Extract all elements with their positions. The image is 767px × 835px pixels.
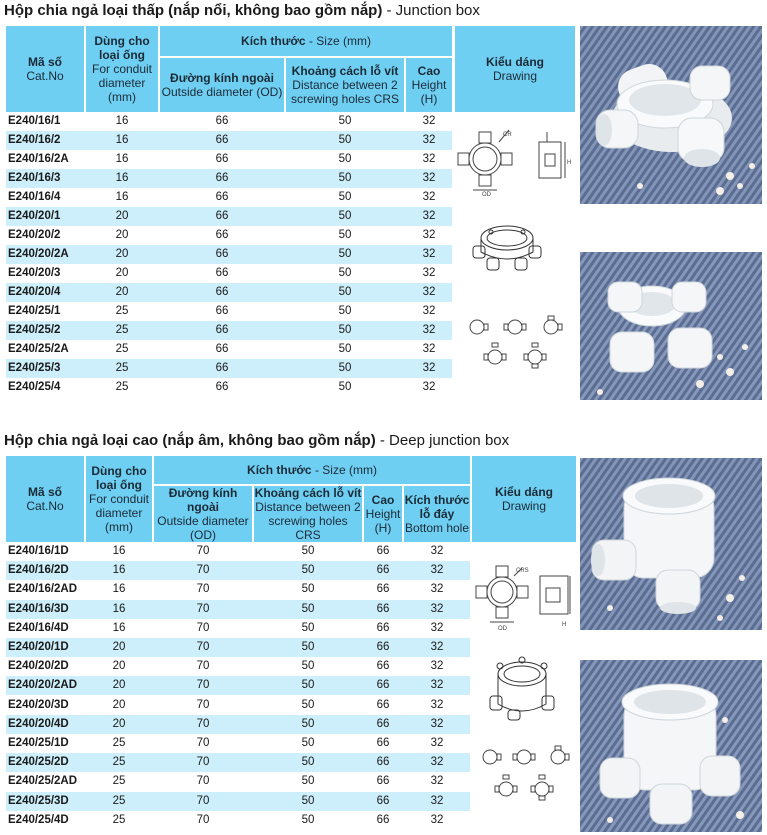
cell-cat-no: E240/16/2A <box>8 153 69 165</box>
cell-cat-no: E240/25/1 <box>8 305 61 317</box>
cell-od: 70 <box>196 641 210 653</box>
cell-conduit: 16 <box>112 621 126 634</box>
cell-height: 32 <box>422 362 436 374</box>
cell-height: 66 <box>376 621 390 634</box>
cell-crs: 50 <box>301 660 315 673</box>
table-row <box>6 340 452 359</box>
s1-header-crs: Khoảng cách lỗ vít Distance between 2 screwing holes CRS <box>286 58 404 112</box>
s1-iso-drawing <box>473 226 541 270</box>
cell-conduit: 25 <box>112 794 126 807</box>
cell-crs: 50 <box>338 343 352 355</box>
cell-od: 70 <box>196 545 210 557</box>
cell-cat-no: E240/16/2D <box>8 564 69 577</box>
cell-height: 66 <box>376 583 390 596</box>
cell-od: 66 <box>215 172 229 184</box>
cell-od: 70 <box>196 813 210 826</box>
cell-crs: 50 <box>301 737 315 749</box>
cell-height: 66 <box>376 660 390 673</box>
s2-table-body <box>6 542 470 832</box>
section1-title-en: Junction box <box>395 2 480 19</box>
s1-drawings <box>455 114 575 397</box>
cell-height: 32 <box>422 267 436 279</box>
cell-cat-no: E240/20/3 <box>8 267 61 279</box>
cell-conduit: 16 <box>112 602 126 615</box>
s2-product-photo-top <box>580 458 762 630</box>
cell-crs: 50 <box>301 583 315 596</box>
table-row <box>6 561 470 580</box>
table-row <box>6 150 452 169</box>
cell-conduit: 20 <box>115 286 129 298</box>
cell-cat-no: E240/25/3 <box>8 362 61 374</box>
cell-cat-no: E240/16/1 <box>8 115 61 127</box>
s2-header-height: Cao Height (H) <box>364 486 402 542</box>
cell-height: 66 <box>376 698 390 711</box>
cell-od: 66 <box>215 115 229 127</box>
cell-crs: 50 <box>338 248 352 260</box>
cell-cat-no: E240/20/4 <box>8 286 61 298</box>
cell-conduit: 25 <box>115 362 129 374</box>
cell-height: 66 <box>376 602 390 615</box>
table-row <box>6 619 470 638</box>
s1-label-od: OD <box>482 192 491 198</box>
cell-od: 70 <box>196 717 210 730</box>
cell-od: 70 <box>196 564 210 577</box>
table-row <box>6 715 470 734</box>
table-row <box>6 188 452 207</box>
cell-bottom-hole: 32 <box>430 813 444 826</box>
cell-od: 70 <box>196 737 210 749</box>
table-row <box>6 226 452 245</box>
cell-crs: 50 <box>338 115 352 127</box>
table-row <box>6 112 452 131</box>
cell-crs: 50 <box>301 698 315 711</box>
table-row <box>6 302 452 321</box>
cell-crs: 50 <box>338 134 352 146</box>
cell-od: 70 <box>196 660 210 673</box>
cell-cat-no: E240/20/4D <box>8 717 69 730</box>
cell-height: 32 <box>422 343 436 355</box>
s2-drawings <box>472 544 576 832</box>
cell-cat-no: E240/20/1D <box>8 641 69 653</box>
cell-height: 66 <box>376 794 390 807</box>
cell-cat-no: E240/25/1D <box>8 737 69 749</box>
cell-cat-no: E240/20/2D <box>8 660 69 673</box>
s2-variant-icons <box>483 746 569 800</box>
s2-header-size: Kích thước - Size (mm) <box>154 456 470 484</box>
table-row <box>6 580 470 599</box>
s1-header-conduit: Dùng cho loại ống For conduit diameter (mm) <box>86 26 158 112</box>
table-row <box>6 811 470 830</box>
s1-header-height: Cao Height (H) <box>406 58 452 112</box>
s1-table-body <box>6 112 452 397</box>
s2-top-view-drawing <box>476 566 528 622</box>
cell-crs: 50 <box>338 286 352 298</box>
cell-crs: 50 <box>338 153 352 165</box>
cell-od: 66 <box>215 381 229 393</box>
s1-label-cr: CR <box>503 132 512 138</box>
cell-od: 66 <box>215 343 229 355</box>
table-row <box>6 696 470 715</box>
cell-height: 66 <box>376 717 390 730</box>
cell-cat-no: E240/16/3D <box>8 602 69 615</box>
cell-cat-no: E240/20/2AD <box>8 679 78 692</box>
cell-cat-no: E240/16/3 <box>8 172 61 184</box>
cell-od: 70 <box>196 583 210 596</box>
cell-cat-no: E240/20/2 <box>8 229 61 241</box>
table-row <box>6 207 452 226</box>
cell-crs: 50 <box>338 210 352 222</box>
s1-header-size: Kích thước - Size (mm) <box>160 26 452 56</box>
cell-height: 32 <box>422 324 436 336</box>
section1-title: Hộp chia ngả loại thấp (nắp nổi, không bao gồm nắp) - Junction box <box>4 2 480 19</box>
cell-conduit: 16 <box>115 115 129 127</box>
cell-cat-no: E240/16/1D <box>8 545 69 557</box>
cell-bottom-hole: 32 <box>430 545 444 557</box>
section2-title-en: Deep junction box <box>389 432 510 449</box>
cell-height: 66 <box>376 641 390 653</box>
cell-cat-no: E240/25/4 <box>8 381 61 393</box>
cell-conduit: 20 <box>115 267 129 279</box>
cell-crs: 50 <box>338 229 352 241</box>
cell-height: 32 <box>422 248 436 260</box>
cell-height: 66 <box>376 564 390 577</box>
s2-iso-drawing <box>490 657 554 720</box>
cell-cat-no: E240/16/2AD <box>8 583 78 596</box>
cell-height: 32 <box>422 153 436 165</box>
table-row <box>6 245 452 264</box>
cell-height: 32 <box>422 191 436 203</box>
cell-od: 66 <box>215 305 229 317</box>
s1-variant-icons <box>470 316 562 368</box>
cell-conduit: 25 <box>115 324 129 336</box>
cell-height: 66 <box>376 775 390 788</box>
cell-crs: 50 <box>301 813 315 826</box>
s1-header-drawing: Kiểu dáng Drawing <box>455 26 575 112</box>
cell-crs: 50 <box>338 324 352 336</box>
table-row <box>6 638 470 657</box>
cell-od: 66 <box>215 324 229 336</box>
cell-od: 66 <box>215 153 229 165</box>
cell-od: 70 <box>196 775 210 788</box>
cell-conduit: 20 <box>115 248 129 260</box>
s2-label-od: OD <box>498 626 507 632</box>
s2-header-conduit: Dùng cho loại ống For conduit diameter (mm) <box>86 456 152 542</box>
cell-od: 70 <box>196 698 210 711</box>
cell-height: 66 <box>376 813 390 826</box>
cell-crs: 50 <box>338 267 352 279</box>
cell-height: 32 <box>422 134 436 146</box>
s1-top-view-drawing <box>458 130 512 190</box>
table-row <box>6 772 470 791</box>
cell-crs: 50 <box>301 564 315 577</box>
cell-crs: 50 <box>338 305 352 317</box>
cell-bottom-hole: 32 <box>430 621 444 634</box>
table-row <box>6 753 470 772</box>
section1-title-vi: Hộp chia ngả loại thấp (nắp nổi, không bao gồm nắp) <box>4 2 383 19</box>
cell-crs: 50 <box>301 641 315 653</box>
s2-product-photo-bottom <box>580 660 762 832</box>
cell-conduit: 20 <box>112 641 126 653</box>
s2-header-od: Đường kính ngoài Outside diameter (OD) <box>154 486 252 542</box>
cell-conduit: 16 <box>115 153 129 165</box>
cell-crs: 50 <box>301 717 315 730</box>
cell-height: 32 <box>422 172 436 184</box>
s1-header-od: Đường kính ngoài Outside diameter (OD) <box>160 58 284 112</box>
cell-height: 32 <box>422 305 436 317</box>
cell-od: 66 <box>215 210 229 222</box>
cell-conduit: 20 <box>112 717 126 730</box>
cell-crs: 50 <box>338 191 352 203</box>
cell-conduit: 16 <box>115 191 129 203</box>
cell-bottom-hole: 32 <box>430 775 444 788</box>
table-row <box>6 676 470 695</box>
cell-cat-no: E240/16/4D <box>8 621 69 634</box>
cell-conduit: 20 <box>115 229 129 241</box>
cell-conduit: 16 <box>112 583 126 596</box>
cell-conduit: 20 <box>112 679 126 692</box>
s2-side-view-drawing <box>540 576 570 614</box>
s1-header-catno: Mã số Cat.No <box>6 26 84 112</box>
cell-height: 66 <box>376 737 390 749</box>
cell-od: 70 <box>196 602 210 615</box>
cell-height: 66 <box>376 545 390 557</box>
table-row <box>6 600 470 619</box>
cell-crs: 50 <box>301 602 315 615</box>
cell-conduit: 16 <box>115 134 129 146</box>
table-row <box>6 283 452 302</box>
cell-od: 70 <box>196 756 210 769</box>
cell-od: 66 <box>215 229 229 241</box>
cell-crs: 50 <box>338 381 352 393</box>
cell-bottom-hole: 32 <box>430 794 444 807</box>
cell-conduit: 20 <box>115 210 129 222</box>
cell-cat-no: E240/20/2A <box>8 248 69 260</box>
cell-cat-no: E240/25/4D <box>8 813 69 826</box>
cell-od: 66 <box>215 191 229 203</box>
cell-cat-no: E240/16/4 <box>8 191 61 203</box>
s2-label-crs: CRS <box>516 568 529 574</box>
s2-header-crs: Khoảng cách lỗ vít Distance between 2 screwing holes CRS <box>254 486 362 542</box>
s2-header-catno: Mã số Cat.No <box>6 456 84 542</box>
cell-cat-no: E240/25/2D <box>8 756 69 769</box>
cell-bottom-hole: 32 <box>430 717 444 730</box>
cell-cat-no: E240/16/2 <box>8 134 61 146</box>
section2-title: Hộp chia ngả loại cao (nắp âm, không bao gồm nắp) - Deep junction box <box>4 432 510 449</box>
cell-bottom-hole: 32 <box>430 583 444 596</box>
s1-label-h: H <box>567 160 572 166</box>
cell-height: 32 <box>422 229 436 241</box>
cell-conduit: 25 <box>112 737 126 749</box>
table-row <box>6 131 452 150</box>
cell-bottom-hole: 32 <box>430 641 444 653</box>
table-row <box>6 657 470 676</box>
table-row <box>6 264 452 283</box>
table-row <box>6 321 452 340</box>
cell-cat-no: E240/25/2AD <box>8 775 78 788</box>
cell-crs: 50 <box>301 775 315 788</box>
cell-height: 66 <box>376 756 390 769</box>
table-row <box>6 169 452 188</box>
cell-crs: 50 <box>338 362 352 374</box>
cell-conduit: 16 <box>112 545 126 557</box>
s1-product-photo-bottom <box>580 252 762 400</box>
cell-od: 70 <box>196 679 210 692</box>
cell-bottom-hole: 32 <box>430 698 444 711</box>
table-row <box>6 792 470 811</box>
cell-bottom-hole: 32 <box>430 756 444 769</box>
cell-bottom-hole: 32 <box>430 602 444 615</box>
cell-bottom-hole: 32 <box>430 679 444 692</box>
cell-cat-no: E240/25/2 <box>8 324 61 336</box>
cell-conduit: 25 <box>115 381 129 393</box>
cell-cat-no: E240/20/1 <box>8 210 61 222</box>
cell-bottom-hole: 32 <box>430 660 444 673</box>
section2-title-vi: Hộp chia ngả loại cao (nắp âm, không bao gồm nắp) <box>4 432 376 449</box>
cell-crs: 50 <box>338 172 352 184</box>
cell-od: 66 <box>215 267 229 279</box>
cell-height: 32 <box>422 286 436 298</box>
cell-conduit: 25 <box>112 813 126 826</box>
s2-label-h: H <box>562 622 567 628</box>
cell-od: 66 <box>215 362 229 374</box>
cell-bottom-hole: 32 <box>430 737 444 749</box>
cell-conduit: 20 <box>112 698 126 711</box>
cell-conduit: 16 <box>112 564 126 577</box>
cell-od: 70 <box>196 794 210 807</box>
cell-height: 32 <box>422 210 436 222</box>
cell-crs: 50 <box>301 679 315 692</box>
cell-od: 66 <box>215 134 229 146</box>
s1-side-view-drawing <box>539 132 565 178</box>
table-row <box>6 378 452 397</box>
cell-cat-no: E240/20/3D <box>8 698 69 711</box>
cell-height: 66 <box>376 679 390 692</box>
cell-height: 32 <box>422 115 436 127</box>
cell-conduit: 20 <box>112 660 126 673</box>
cell-od: 66 <box>215 286 229 298</box>
cell-crs: 50 <box>301 621 315 634</box>
cell-height: 32 <box>422 381 436 393</box>
s2-header-bottom-hole: Kích thước lỗ đáy Bottom hole <box>404 486 470 542</box>
cell-crs: 50 <box>301 545 315 557</box>
cell-od: 70 <box>196 621 210 634</box>
table-row <box>6 734 470 753</box>
cell-crs: 50 <box>301 756 315 769</box>
cell-conduit: 25 <box>112 756 126 769</box>
s1-product-photo-top <box>580 26 762 204</box>
cell-conduit: 25 <box>115 343 129 355</box>
cell-conduit: 25 <box>115 305 129 317</box>
cell-conduit: 25 <box>112 775 126 788</box>
table-row <box>6 359 452 378</box>
cell-conduit: 16 <box>115 172 129 184</box>
s2-header-drawing: Kiểu dáng Drawing <box>472 456 576 542</box>
table-row <box>6 542 470 561</box>
cell-od: 66 <box>215 248 229 260</box>
cell-bottom-hole: 32 <box>430 564 444 577</box>
cell-crs: 50 <box>301 794 315 807</box>
cell-cat-no: E240/25/2A <box>8 343 69 355</box>
cell-cat-no: E240/25/3D <box>8 794 69 807</box>
